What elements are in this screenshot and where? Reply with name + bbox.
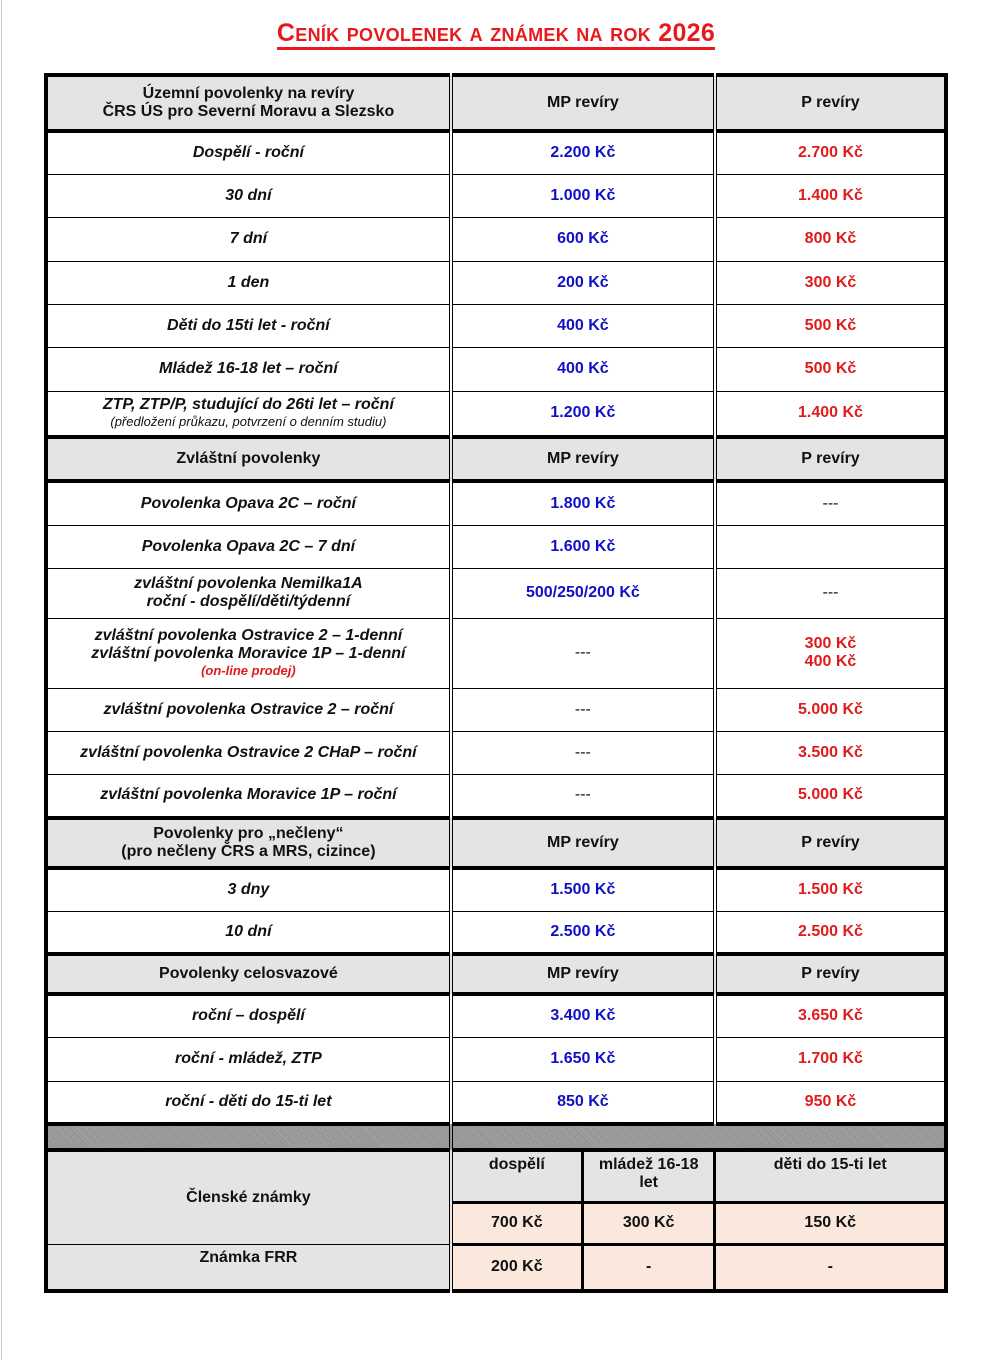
p-price [715, 525, 946, 568]
p-price: 1.700 Kč [715, 1037, 946, 1081]
page-edge-line [1, 0, 2, 1360]
p-price: 2.500 Kč [715, 911, 946, 954]
row-label: zvláštní povolenka Ostravice 2 – 1-denní zvláštní povolenka Moravice 1P – 1-denní (on-line prodej) [46, 618, 451, 688]
row-label: Mládež 16-18 let – roční [46, 347, 451, 391]
row-label: ZTP, ZTP/P, studující do 26ti let – roční (předložení průkazu, potvrzení o denním studiu) [46, 391, 451, 437]
p-price: 300 Kč 400 Kč [715, 618, 946, 688]
row-label: zvláštní povolenka Ostravice 2 CHaP – roční [46, 731, 451, 774]
row-label: 7 dní [46, 217, 451, 261]
section-header [46, 437, 946, 481]
stamps-header-row [46, 1150, 946, 1202]
price-table [44, 73, 948, 1293]
row-label: 1 den [46, 261, 451, 304]
frr-stamp-label: Známka FRR [46, 1244, 451, 1291]
table-row [46, 304, 946, 347]
mp-price: --- [451, 688, 715, 731]
stamp-column-children: děti do 15-ti let [715, 1150, 946, 1202]
table-row [46, 525, 946, 568]
p-price: 1.400 Kč [715, 174, 946, 217]
table-row [46, 568, 946, 618]
separator-cell [451, 1124, 946, 1150]
row-label: 3 dny [46, 868, 451, 911]
p-price: --- [715, 568, 946, 618]
p-column-header: P revíry [715, 954, 946, 994]
table-row [46, 261, 946, 304]
mp-column-header: MP revíry [451, 954, 715, 994]
mp-price: 1.200 Kč [451, 391, 715, 437]
title-year: 2026 [658, 19, 715, 50]
mp-column-header: MP revíry [451, 75, 715, 131]
mp-price: 400 Kč [451, 304, 715, 347]
stamp-price: - [582, 1244, 715, 1291]
p-price: 3.500 Kč [715, 731, 946, 774]
table-row [46, 868, 946, 911]
mp-price: 1.650 Kč [451, 1037, 715, 1081]
stamp-column-adult: dospělí [451, 1150, 583, 1202]
table-row [46, 618, 946, 688]
table-row [46, 1081, 946, 1124]
separator-cell [46, 1124, 451, 1150]
mp-price: --- [451, 618, 715, 688]
separator-row [46, 1124, 946, 1150]
table-row [46, 1037, 946, 1081]
p-price: 300 Kč [715, 261, 946, 304]
section-header [46, 954, 946, 994]
row-label: 30 dní [46, 174, 451, 217]
p-price: 1.400 Kč [715, 391, 946, 437]
stamp-price: 200 Kč [451, 1244, 583, 1291]
mp-price: 2.200 Kč [451, 131, 715, 174]
table-row [46, 688, 946, 731]
table-row [46, 994, 946, 1037]
mp-price: 1.600 Kč [451, 525, 715, 568]
mp-column-header: MP revíry [451, 818, 715, 868]
mp-price: 850 Kč [451, 1081, 715, 1124]
p-price: 950 Kč [715, 1081, 946, 1124]
table-row [46, 174, 946, 217]
p-price: 1.500 Kč [715, 868, 946, 911]
p-price: 5.000 Kč [715, 688, 946, 731]
row-note: (předložení průkazu, potvrzení o denním studiu) [110, 414, 387, 430]
mp-price: 200 Kč [451, 261, 715, 304]
members-stamp-label: Členské známky [46, 1150, 451, 1244]
p-column-header: P revíry [715, 437, 946, 481]
mp-column-header: MP revíry [451, 437, 715, 481]
mp-price: 1.000 Kč [451, 174, 715, 217]
table-row [46, 391, 946, 437]
row-label: zvláštní povolenka Moravice 1P – roční [46, 774, 451, 818]
stamp-column-youth: mládež 16-18 let [582, 1150, 715, 1202]
mp-price: 600 Kč [451, 217, 715, 261]
row-label: Dospělí - roční [46, 131, 451, 174]
row-label: zvláštní povolenka Nemilka1A roční - dospělí/děti/týdenní [46, 568, 451, 618]
p-price: 800 Kč [715, 217, 946, 261]
table-row [46, 347, 946, 391]
table-row [46, 911, 946, 954]
table-row [46, 217, 946, 261]
table-row [46, 131, 946, 174]
row-label: 10 dní [46, 911, 451, 954]
section-header [46, 818, 946, 868]
p-price: 5.000 Kč [715, 774, 946, 818]
p-column-header: P revíry [715, 75, 946, 131]
mp-price: 1.500 Kč [451, 868, 715, 911]
title-text: Ceník povolenek a známek na rok [277, 19, 651, 50]
mp-price: --- [451, 731, 715, 774]
stamp-price: 700 Kč [451, 1202, 583, 1244]
row-label: roční - děti do 15-ti let [46, 1081, 451, 1124]
section-title: Povolenky pro „nečleny“ (pro nečleny ČRS a MRS, cizince) [46, 818, 451, 868]
frr-stamp-row [46, 1244, 946, 1291]
section-title: Povolenky celosvazové [46, 954, 451, 994]
row-label: Děti do 15ti let - roční [46, 304, 451, 347]
p-price: 500 Kč [715, 304, 946, 347]
online-sale-note: (on-line prodej) [201, 663, 296, 678]
stamp-price: - [715, 1244, 946, 1291]
row-label: Povolenka Opava 2C – 7 dní [46, 525, 451, 568]
table-row [46, 731, 946, 774]
p-price: 2.700 Kč [715, 131, 946, 174]
mp-price: 2.500 Kč [451, 911, 715, 954]
row-label: zvláštní povolenka Ostravice 2 – roční [46, 688, 451, 731]
row-label: roční – dospělí [46, 994, 451, 1037]
mp-price: 1.800 Kč [451, 481, 715, 525]
section-title: Zvláštní povolenky [46, 437, 451, 481]
p-column-header: P revíry [715, 818, 946, 868]
section-title: Územní povolenky na revíry ČRS ÚS pro Severní Moravu a Slezsko [46, 75, 451, 131]
row-label: roční - mládež, ZTP [46, 1037, 451, 1081]
section-header [46, 75, 946, 131]
stamp-price: 150 Kč [715, 1202, 946, 1244]
table-row [46, 481, 946, 525]
p-price: --- [715, 481, 946, 525]
mp-price: --- [451, 774, 715, 818]
p-price: 3.650 Kč [715, 994, 946, 1037]
mp-price: 3.400 Kč [451, 994, 715, 1037]
table-row [46, 774, 946, 818]
stamp-price: 300 Kč [582, 1202, 715, 1244]
mp-price: 500/250/200 Kč [451, 568, 715, 618]
page-title [0, 18, 992, 48]
p-price: 500 Kč [715, 347, 946, 391]
row-label: Povolenka Opava 2C – roční [46, 481, 451, 525]
mp-price: 400 Kč [451, 347, 715, 391]
